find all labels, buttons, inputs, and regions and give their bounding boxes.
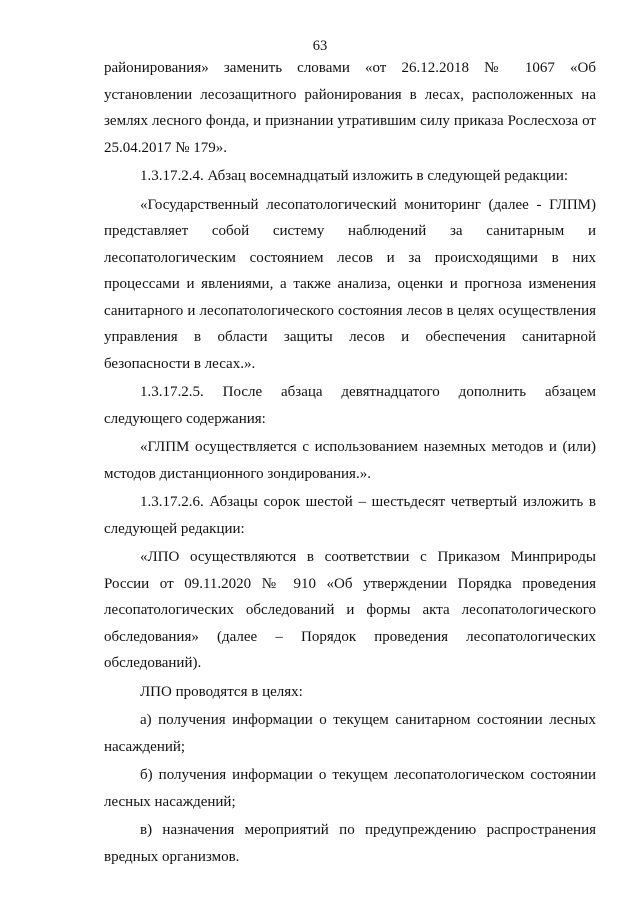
paragraph-continuation: районирования» заменить словами «от 26.12.2018 № 1067 «Об установлении лесозащитного районирования в лесах, расположенных на землях лесного фонда, и признании утратившим силу приказа Рослесхоза от 25.04.2017 № 179». (104, 60, 596, 156)
paragraph-glpm-methods: «ГЛПМ осуществляется с использованием наземных методов и (или) мстодов дистанционного зондирования.». (104, 439, 596, 482)
list-item-b: б) получения информации о текущем лесопатологическом состоянии лесных насаждений; (104, 767, 596, 810)
paragraph-item-1-3-17-2-6: 1.3.17.2.6. Абзацы сорок шестой – шестьдесят четвертый изложить в следующей редакции: (104, 494, 596, 537)
paragraph-lpo-goals: ЛПО проводятся в целях: (140, 683, 303, 700)
list-item-c: в) назначения мероприятий по предупреждению распространения вредных организмов. (104, 822, 596, 865)
document-body (104, 55, 596, 872)
page-number: 63 (312, 38, 328, 54)
list-item-a: а) получения информации о текущем санитарном состоянии лесных насаждений; (104, 712, 596, 755)
paragraph-item-1-3-17-2-4: 1.3.17.2.4. Абзац восемнадцатый изложить в следующей редакции: (140, 168, 569, 184)
paragraph-glpm-definition: «Государственный лесопатологический мониторинг (далее - ГЛПМ) представляет собой систему наблюдений за санитарным и лесопатологическим состоянием лесов и за происходящими в них процессами и явлениями, а также анализа, оценки и прогноза изменения санитарного и лесопатологического состояния лесов в целях осуществления управления в области защиты лесов и обеспечения санитарной безопасности в лесах.». (104, 196, 596, 372)
paragraph-lpo-order: «ЛПО осуществляются в соответствии с Приказом Минприроды России от 09.11.2020 № 910 «Об утверждении Порядка проведения лесопатологических обследований и формы акта лесопатологического обследования» (далее – Порядок проведения лесопатологических обследований). (104, 549, 596, 671)
paragraph-item-1-3-17-2-5: 1.3.17.2.5. После абзаца девятнадцатого дополнить абзацем следующего содержания: (104, 384, 596, 427)
